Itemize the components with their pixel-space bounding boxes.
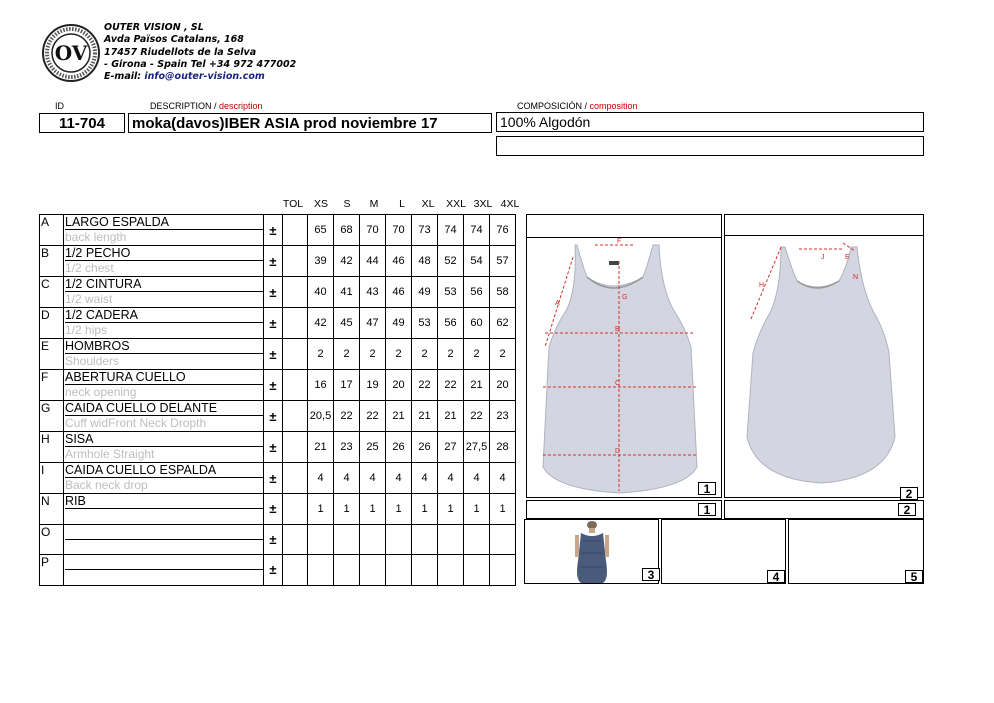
back-letter-n: N xyxy=(853,274,859,281)
measurement-name-en: back length xyxy=(65,230,127,244)
size-value-cell[interactable]: 19 xyxy=(360,370,386,401)
model-photo xyxy=(573,521,611,583)
size-value-cell[interactable]: 56 xyxy=(464,277,490,308)
measurement-row xyxy=(40,494,516,525)
measurement-name-es: ABERTURA CUELLO xyxy=(65,370,263,385)
size-value-cell[interactable] xyxy=(490,524,516,555)
size-header-tol: TOL xyxy=(282,198,304,210)
size-value-cell[interactable]: 20 xyxy=(386,370,412,401)
size-value-cell[interactable] xyxy=(360,524,386,555)
measurement-name xyxy=(64,308,264,339)
size-value-cell[interactable]: 1 xyxy=(386,494,412,525)
measurement-name xyxy=(64,277,264,308)
measurement-name-en: 1/2 chest xyxy=(65,261,114,275)
size-value-cell[interactable]: 1 xyxy=(412,494,438,525)
photo-1-caption xyxy=(526,500,722,519)
company-logo xyxy=(41,23,101,83)
measurement-letter: H xyxy=(40,432,64,463)
tolerance-value[interactable] xyxy=(283,432,308,463)
size-header-xs: XS xyxy=(313,198,328,210)
measurement-row xyxy=(40,339,516,370)
size-value-cell[interactable]: 1 xyxy=(464,494,490,525)
tolerance-value[interactable] xyxy=(283,339,308,370)
size-value-cell[interactable] xyxy=(464,524,490,555)
measurement-letter: A xyxy=(40,215,64,246)
size-value-cell[interactable]: 73 xyxy=(412,215,438,246)
size-value-cell[interactable]: 4 xyxy=(412,463,438,494)
size-value-cell[interactable]: 49 xyxy=(412,277,438,308)
size-value-cell[interactable]: 70 xyxy=(386,215,412,246)
size-value-cell[interactable]: 21 xyxy=(308,432,334,463)
size-value-cell[interactable] xyxy=(438,555,464,586)
size-value-cell[interactable]: 26 xyxy=(412,432,438,463)
measurement-name-es: CAIDA CUELLO ESPALDA xyxy=(65,463,263,478)
size-value-cell[interactable]: 47 xyxy=(360,308,386,339)
measurement-name-es: CAIDA CUELLO DELANTE xyxy=(65,401,263,416)
size-value-cell[interactable]: 2 xyxy=(334,339,360,370)
measurement-row xyxy=(40,370,516,401)
size-value-cell[interactable] xyxy=(386,524,412,555)
size-value-cell[interactable]: 57 xyxy=(490,246,516,277)
back-diagram-panel xyxy=(724,214,924,501)
measurement-name xyxy=(64,215,264,246)
size-value-cell[interactable]: 53 xyxy=(412,308,438,339)
size-value-cell[interactable]: 4 xyxy=(334,463,360,494)
measurement-name xyxy=(64,555,264,586)
tolerance-symbol: ± xyxy=(264,463,283,494)
front-letter-g: G xyxy=(622,294,628,301)
size-value-cell[interactable]: 46 xyxy=(386,246,412,277)
size-value-cell[interactable]: 62 xyxy=(490,308,516,339)
size-value-cell[interactable]: 26 xyxy=(386,432,412,463)
measurement-row xyxy=(40,308,516,339)
company-address-line3: - Girona - Spain Tel +34 972 477002 xyxy=(104,58,297,70)
measurement-name-en: 1/2 hips xyxy=(65,323,108,337)
size-value-cell[interactable]: 58 xyxy=(490,277,516,308)
measurement-row xyxy=(40,432,516,463)
tolerance-symbol: ± xyxy=(264,339,283,370)
tolerance-value[interactable] xyxy=(283,215,308,246)
tolerance-value[interactable] xyxy=(283,463,308,494)
composition-label: COMPOSICIÓN / composition xyxy=(517,101,638,111)
company-name: OUTER VISION , SL xyxy=(104,22,204,33)
photo-number-5: 5 xyxy=(905,570,923,583)
measurement-name-en: Shoulders xyxy=(65,354,120,368)
front-diagram-inner-number: 1 xyxy=(698,482,716,495)
tolerance-value[interactable] xyxy=(283,370,308,401)
measurement-letter: D xyxy=(40,308,64,339)
size-value-cell[interactable]: 39 xyxy=(308,246,334,277)
tolerance-value[interactable] xyxy=(283,494,308,525)
photo-5-panel xyxy=(788,519,924,584)
tolerance-value[interactable] xyxy=(283,401,308,432)
measurement-name-en: Cuff widFront Neck Dropth xyxy=(65,416,207,430)
front-tanktop-diagram xyxy=(535,237,715,495)
size-value-cell[interactable]: 1 xyxy=(308,494,334,525)
tolerance-symbol: ± xyxy=(264,370,283,401)
size-value-cell[interactable] xyxy=(490,555,516,586)
size-value-cell[interactable]: 2 xyxy=(360,339,386,370)
measurement-name-es: 1/2 CINTURA xyxy=(65,277,263,292)
measurement-row xyxy=(40,463,516,494)
size-value-cell[interactable]: 2 xyxy=(464,339,490,370)
size-value-cell[interactable]: 2 xyxy=(438,339,464,370)
photo-3-panel xyxy=(524,519,659,584)
measurement-letter: G xyxy=(40,401,64,432)
size-value-cell[interactable]: 2 xyxy=(386,339,412,370)
measurement-name xyxy=(64,339,264,370)
tolerance-symbol: ± xyxy=(264,555,283,586)
company-info xyxy=(104,22,296,83)
size-header-s: S xyxy=(343,198,351,210)
measurement-name-en: 1/2 waist xyxy=(65,292,113,306)
size-value-cell[interactable] xyxy=(412,524,438,555)
size-value-cell[interactable]: 25 xyxy=(360,432,386,463)
front-diagram-panel xyxy=(526,214,722,498)
back-diagram-inner-number: 2 xyxy=(900,487,918,500)
photo-number-3: 3 xyxy=(642,568,660,581)
size-value-cell[interactable]: 27,5 xyxy=(464,432,490,463)
size-value-cell[interactable] xyxy=(308,524,334,555)
tolerance-symbol: ± xyxy=(264,277,283,308)
size-value-cell[interactable] xyxy=(412,555,438,586)
front-letter-f: F xyxy=(617,238,622,245)
measurement-letter: O xyxy=(40,524,64,555)
size-value-cell[interactable]: 20 xyxy=(490,370,516,401)
tolerance-value[interactable] xyxy=(283,308,308,339)
description-label: DESCRIPTION / description xyxy=(150,101,263,111)
size-value-cell[interactable]: 21 xyxy=(464,370,490,401)
measurement-table xyxy=(39,214,516,586)
tolerance-symbol: ± xyxy=(264,246,283,277)
measurement-letter: B xyxy=(40,246,64,277)
measurement-name-es: LARGO ESPALDA xyxy=(65,215,263,230)
measurement-row xyxy=(40,215,516,246)
back-letter-e: E xyxy=(845,254,850,261)
size-value-cell[interactable]: 4 xyxy=(360,463,386,494)
size-value-cell[interactable]: 23 xyxy=(490,401,516,432)
size-value-cell[interactable]: 76 xyxy=(490,215,516,246)
size-value-cell[interactable]: 42 xyxy=(308,308,334,339)
measurement-name-es: 1/2 CADERA xyxy=(65,308,263,323)
size-value-cell[interactable]: 1 xyxy=(490,494,516,525)
size-value-cell[interactable]: 22 xyxy=(334,401,360,432)
size-value-cell[interactable]: 22 xyxy=(438,370,464,401)
measurement-name-en: Back neck drop xyxy=(65,478,148,492)
size-value-cell[interactable]: 40 xyxy=(308,277,334,308)
size-value-cell[interactable]: 70 xyxy=(360,215,386,246)
measurement-letter: F xyxy=(40,370,64,401)
size-value-cell[interactable]: 74 xyxy=(438,215,464,246)
photo-4-panel xyxy=(661,519,786,584)
measurement-name xyxy=(64,524,264,555)
size-value-cell[interactable]: 46 xyxy=(386,277,412,308)
size-value-cell[interactable]: 54 xyxy=(464,246,490,277)
size-value-cell[interactable]: 16 xyxy=(308,370,334,401)
photo-number-1: 1 xyxy=(698,503,716,516)
size-value-cell[interactable]: 4 xyxy=(308,463,334,494)
size-value-cell[interactable]: 21 xyxy=(438,401,464,432)
size-value-cell[interactable] xyxy=(438,524,464,555)
size-value-cell[interactable]: 22 xyxy=(464,401,490,432)
description-field[interactable]: moka(davos)IBER ASIA prod noviembre 17 xyxy=(128,113,492,133)
size-value-cell[interactable]: 56 xyxy=(438,308,464,339)
size-value-cell[interactable]: 45 xyxy=(334,308,360,339)
measurement-name-en: neck opening xyxy=(65,385,137,399)
id-field[interactable]: 11-704 xyxy=(39,113,125,133)
size-value-cell[interactable]: 2 xyxy=(490,339,516,370)
measurement-letter: C xyxy=(40,277,64,308)
measurement-letter: I xyxy=(40,463,64,494)
front-letter-b: B xyxy=(615,326,620,333)
tolerance-symbol: ± xyxy=(264,215,283,246)
tolerance-value[interactable] xyxy=(283,277,308,308)
size-value-cell[interactable]: 22 xyxy=(412,370,438,401)
size-value-cell[interactable]: 27 xyxy=(438,432,464,463)
measurement-name-es: HOMBROS xyxy=(65,339,263,354)
size-value-cell[interactable] xyxy=(334,555,360,586)
tolerance-symbol: ± xyxy=(264,494,283,525)
size-value-cell[interactable] xyxy=(360,555,386,586)
id-label: ID xyxy=(55,101,64,111)
tolerance-symbol: ± xyxy=(264,524,283,555)
company-address-line2: 17457 Riudellots de la Selva xyxy=(104,46,257,58)
company-email-line: E-mail: info@outer-vision.com xyxy=(104,71,265,83)
size-value-cell[interactable]: 43 xyxy=(360,277,386,308)
composition-field-2[interactable] xyxy=(496,136,924,156)
measurement-name xyxy=(64,494,264,525)
measurement-name-es: SISA xyxy=(65,432,263,447)
tolerance-value[interactable] xyxy=(283,524,308,555)
tolerance-value[interactable] xyxy=(283,555,308,586)
measurement-row xyxy=(40,524,516,555)
tolerance-symbol: ± xyxy=(264,401,283,432)
size-value-cell[interactable]: 44 xyxy=(360,246,386,277)
size-header-3xl: 3XL xyxy=(473,198,493,210)
size-value-cell[interactable]: 52 xyxy=(438,246,464,277)
measurement-letter: N xyxy=(40,494,64,525)
measurement-row xyxy=(40,246,516,277)
measurement-name-es: RIB xyxy=(65,494,263,509)
size-value-cell[interactable]: 21 xyxy=(386,401,412,432)
composition-field[interactable]: 100% Algodón xyxy=(496,112,924,132)
front-letter-d: D xyxy=(615,448,621,455)
back-letter-h: H xyxy=(759,282,765,289)
measurement-name xyxy=(64,401,264,432)
measurement-row xyxy=(40,277,516,308)
company-email[interactable]: info@outer-vision.com xyxy=(144,71,265,83)
size-value-cell[interactable]: 53 xyxy=(438,277,464,308)
size-value-cell[interactable]: 48 xyxy=(412,246,438,277)
size-value-cell[interactable]: 28 xyxy=(490,432,516,463)
measurement-name-en: Armhole Straight xyxy=(65,447,155,461)
tolerance-symbol: ± xyxy=(264,308,283,339)
measurement-name xyxy=(64,463,264,494)
company-address-line1: Avda Països Catalans, 168 xyxy=(104,34,244,46)
back-letter-j: J xyxy=(821,254,825,261)
size-value-cell[interactable]: 60 xyxy=(464,308,490,339)
size-value-cell[interactable]: 4 xyxy=(438,463,464,494)
measurement-name xyxy=(64,432,264,463)
size-value-cell[interactable]: 17 xyxy=(334,370,360,401)
size-value-cell[interactable]: 23 xyxy=(334,432,360,463)
measurement-letter: P xyxy=(40,555,64,586)
size-value-cell[interactable] xyxy=(308,555,334,586)
size-value-cell[interactable]: 1 xyxy=(334,494,360,525)
size-header-xl: XL xyxy=(421,198,435,210)
size-value-cell[interactable]: 20,5 xyxy=(308,401,334,432)
size-header-4xl: 4XL xyxy=(500,198,520,210)
size-value-cell[interactable]: 4 xyxy=(464,463,490,494)
size-value-cell[interactable]: 42 xyxy=(334,246,360,277)
front-letter-a: A xyxy=(555,300,560,307)
measurement-row xyxy=(40,401,516,432)
size-value-cell[interactable]: 41 xyxy=(334,277,360,308)
measurement-row xyxy=(40,555,516,586)
back-tanktop-diagram xyxy=(739,237,919,495)
measurement-name xyxy=(64,370,264,401)
size-header-xxl: XXL xyxy=(446,198,466,210)
size-value-cell[interactable]: 74 xyxy=(464,215,490,246)
svg-text:OV: OV xyxy=(54,41,88,65)
size-value-cell[interactable] xyxy=(464,555,490,586)
measurement-name xyxy=(64,246,264,277)
size-value-cell[interactable] xyxy=(334,524,360,555)
tolerance-value[interactable] xyxy=(283,246,308,277)
front-letter-c: C xyxy=(615,380,621,387)
size-value-cell[interactable]: 68 xyxy=(334,215,360,246)
measurement-name-es xyxy=(65,525,263,540)
measurement-letter: E xyxy=(40,339,64,370)
size-value-cell[interactable]: 49 xyxy=(386,308,412,339)
size-value-cell[interactable]: 4 xyxy=(490,463,516,494)
tolerance-symbol: ± xyxy=(264,432,283,463)
size-value-cell[interactable]: 1 xyxy=(438,494,464,525)
size-value-cell[interactable]: 1 xyxy=(360,494,386,525)
size-value-cell[interactable]: 4 xyxy=(386,463,412,494)
measurement-name-es: 1/2 PECHO xyxy=(65,246,263,261)
size-value-cell[interactable] xyxy=(386,555,412,586)
size-header-m: M xyxy=(369,198,379,210)
photo-2-caption xyxy=(724,500,924,519)
photo-number-2: 2 xyxy=(898,503,916,516)
size-value-cell[interactable]: 22 xyxy=(360,401,386,432)
measurement-name-es xyxy=(65,555,263,570)
size-header-l: L xyxy=(399,198,405,210)
size-value-cell[interactable]: 21 xyxy=(412,401,438,432)
size-value-cell[interactable]: 2 xyxy=(308,339,334,370)
size-value-cell[interactable]: 2 xyxy=(412,339,438,370)
size-value-cell[interactable]: 65 xyxy=(308,215,334,246)
photo-number-4: 4 xyxy=(767,570,785,583)
